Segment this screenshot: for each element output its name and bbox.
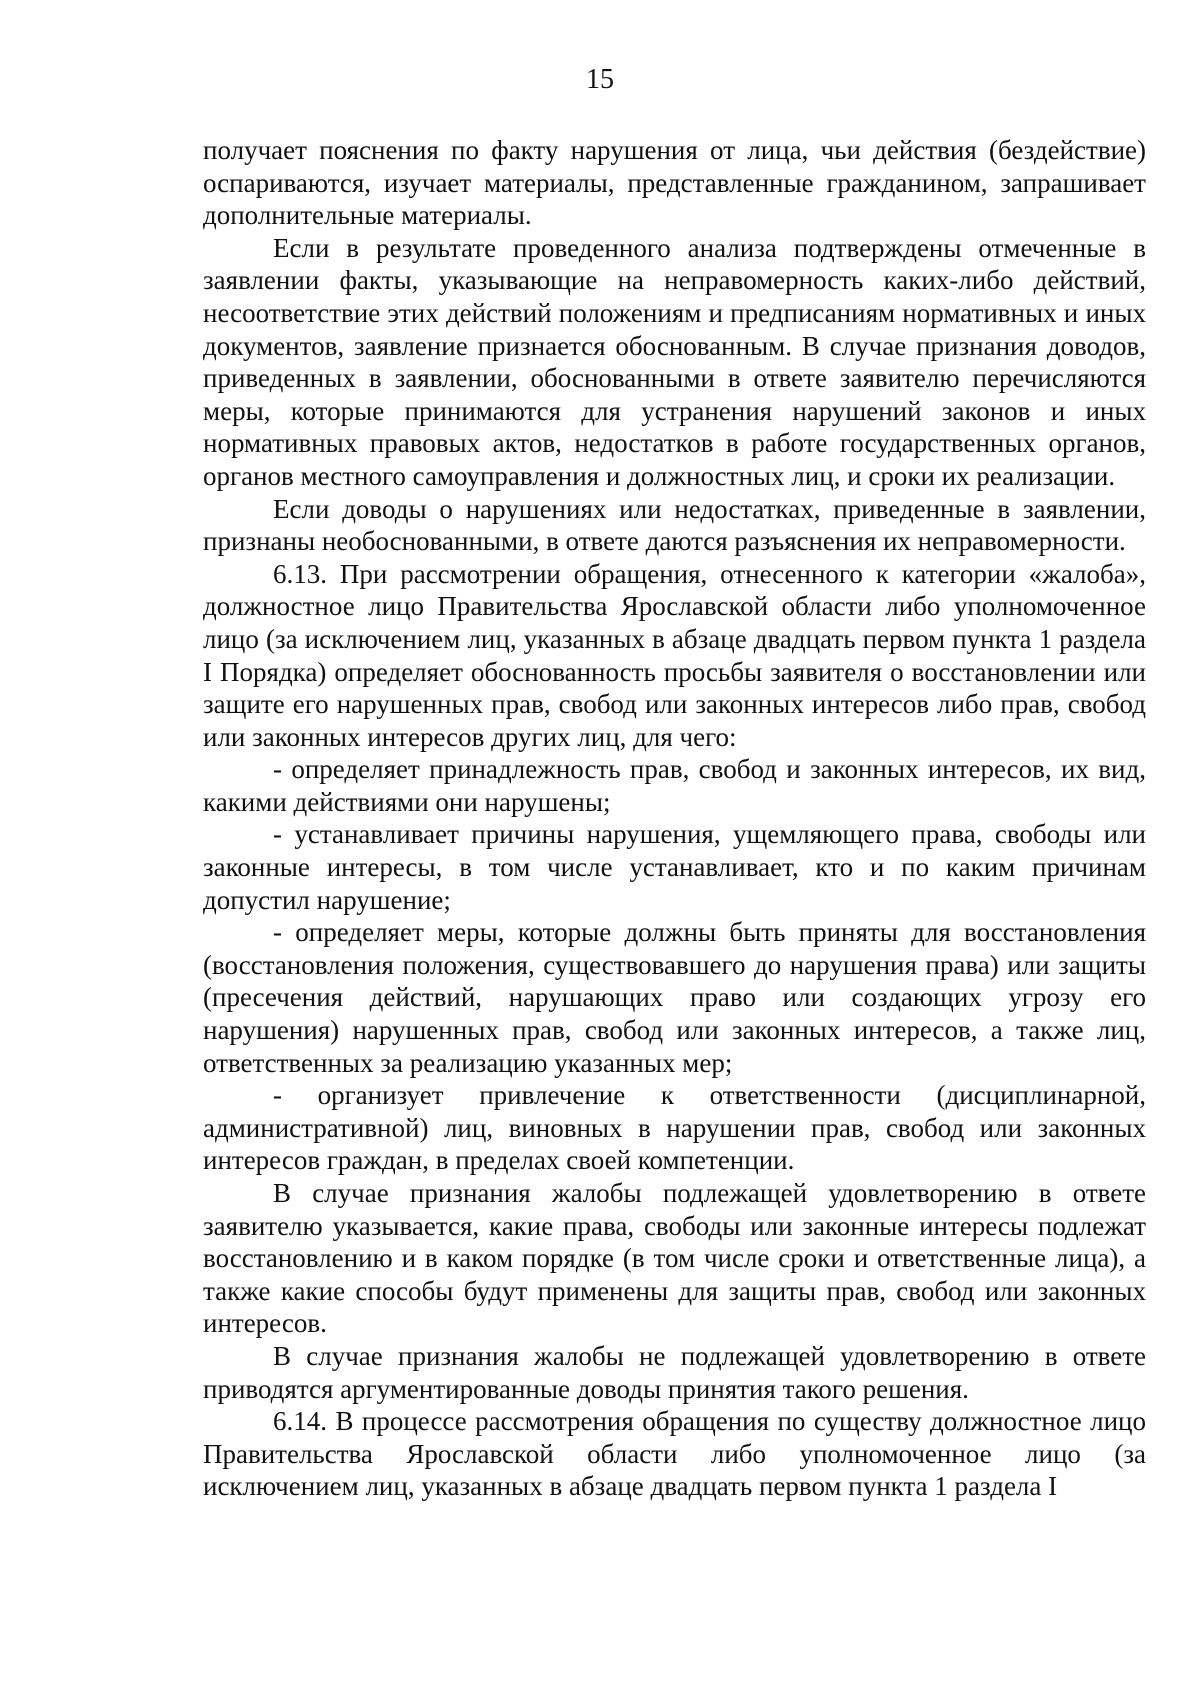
document-body: [203, 134, 1146, 1503]
paragraph-unjustified-complaint: Если доводы о нарушениях или недостатках, приведенные в заявлении, признаны необоснованными, в ответе даются разъяснения их неправомерности.: [203, 493, 1146, 557]
paragraph-section-6-13: 6.13. При рассмотрении обращения, отнесенного к категории «жалоба», должностное лицо Правительства Ярославской области либо уполномоченное лицо (за исключением лиц, указанных в абзаце двадцать первом пункта 1 раздела I Порядка) определяет обоснованность просьбы заявителя о восстановлении или защите его нарушенных прав, свобод или законных интересов либо прав, свобод или законных интересов других лиц, для чего:: [203, 558, 1146, 752]
paragraph-complaint-satisfied: В случае признания жалобы подлежащей удовлетворению в ответе заявителю указывается, какие права, свободы или законные интересы подлежат восстановлению и в каком порядке (в том числе сроки и ответственные лица), а также какие способы будут применены для защиты прав, свобод или законных интересов.: [203, 1178, 1146, 1339]
list-item-determine-measures: - определяет меры, которые должны быть приняты для восстановления (восстановления положения, существовавшего до нарушения права) или защиты (пресечения действий, нарушающих право или создающих угрозу его нарушения) нарушенных прав, свобод или законных интересов, а также лиц, ответственных за реализацию указанных мер;: [203, 917, 1146, 1078]
paragraph-justified-complaint: Если в результате проведенного анализа подтверждены отмеченные в заявлении факты, указывающие на неправомерность каких-либо действий, несоответствие этих действий положениям и предписаниям нормативных и иных документов, заявление признается обоснованным. В случае признания доводов, приведенных в заявлении, обоснованными в ответе заявителю перечисляются меры, которые принимаются для устранения нарушений законов и иных нормативных правовых актов, недостатков в работе государственных органов, органов местного самоуправления и должностных лиц, и сроки их реализации.: [203, 232, 1146, 491]
page-number: 15: [586, 64, 614, 95]
paragraph-explanations: получает пояснения по факту нарушения от лица, чьи действия (бездействие) оспариваются, изучает материалы, представленные гражданином, запрашивает дополнительные материалы.: [203, 135, 1146, 231]
paragraph-section-6-14: 6.14. В процессе рассмотрения обращения по существу должностное лицо Правительства Ярославской области либо уполномоченное лицо (за исключением лиц, указанных в абзаце двадцать первом пункта 1 раздела I: [203, 1406, 1146, 1502]
list-item-determine-rights: - определяет принадлежность прав, свобод и законных интересов, их вид, какими действиями они нарушены;: [203, 754, 1146, 817]
list-item-establish-causes: - устанавливает причины нарушения, ущемляющего права, свободы или законные интересы, в том числе устанавливает, кто и по каким причинам допустил нарушение;: [203, 819, 1146, 915]
list-item-organize-liability: - организует привлечение к ответственности (дисциплинарной, административной) лиц, виновных в нарушении прав, свобод или законных интересов граждан, в пределах своей компетенции.: [203, 1080, 1146, 1176]
paragraph-complaint-rejected: В случае признания жалобы не подлежащей удовлетворению в ответе приводятся аргументированные доводы принятия такого решения.: [203, 1340, 1146, 1404]
